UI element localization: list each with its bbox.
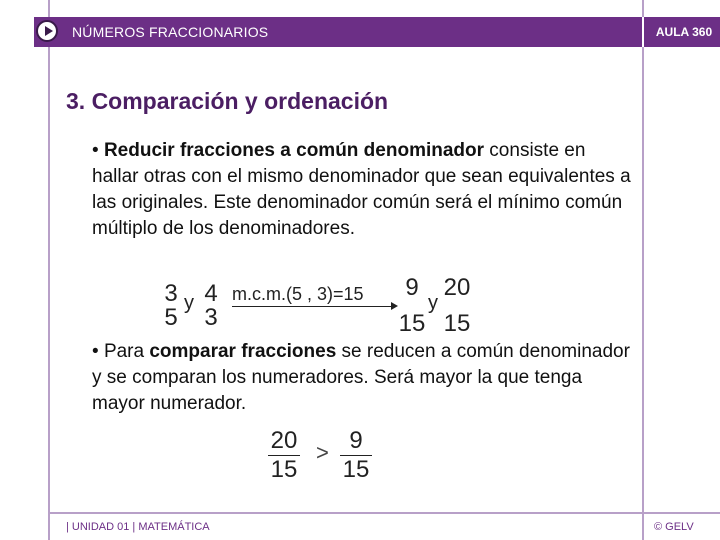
denominator: 15 <box>342 456 370 483</box>
paragraph-reduce-body: consiste en hallar otras con el mismo denominador que sean equivalentes a las originales. Este denominador común será el mínimo común múltiplo de los denominadores. <box>92 140 631 239</box>
paragraph-compare <box>92 339 632 417</box>
fraction-9-15 <box>340 429 372 482</box>
denominator: 3 <box>204 304 218 331</box>
header-title: NÚMEROS FRACCIONARIOS <box>72 24 269 40</box>
paragraph-compare-lead: comparar fracciones <box>149 341 337 362</box>
lcm-operation: m.c.m.(5 , 3)=15 <box>232 284 364 304</box>
denominator: 15 <box>398 310 426 337</box>
bullet: • <box>92 341 99 362</box>
footer-unit-label: | UNIDAD 01 | MATEMÁTICA <box>66 521 210 533</box>
footer-rule <box>48 512 720 514</box>
left-vertical-rule <box>48 0 50 540</box>
header-divider <box>642 17 644 47</box>
denominator: 15 <box>443 310 471 337</box>
right-vertical-rule <box>642 0 644 540</box>
denominator: 15 <box>270 456 298 483</box>
numerator: 3 <box>164 280 178 307</box>
fraction-20-15 <box>442 276 472 336</box>
right-arrow-icon <box>391 302 398 310</box>
paragraph-compare-body: se reducen a común denominador y se comparan los numeradores. Será mayor la que tenga mayor numerador. <box>92 341 630 414</box>
play-circle-icon[interactable] <box>36 20 58 42</box>
fraction-4-3 <box>202 282 220 330</box>
numerator: 9 <box>405 274 419 301</box>
section-title: 3. Comparación y ordenación <box>66 88 389 114</box>
numerator: 9 <box>349 427 363 454</box>
paragraph-reduce-lead: Reducir fracciones a común denominador <box>103 140 485 161</box>
fraction-9-15 <box>398 276 426 336</box>
numerator: 20 <box>270 427 298 454</box>
connector-y: y <box>184 292 194 314</box>
greater-than-symbol: > <box>316 440 329 465</box>
numerator: 4 <box>204 280 218 307</box>
fraction-3-5 <box>162 282 180 330</box>
paragraph-reduce <box>92 138 632 242</box>
fraction-20-15 <box>268 429 300 482</box>
bullet: • <box>92 140 99 161</box>
header-aula-label: AULA 360 <box>655 25 713 39</box>
paragraph-compare-pre: Para <box>103 341 150 362</box>
footer-copyright: © GELV <box>654 521 694 533</box>
connector-y: y <box>428 292 438 314</box>
arrow-shaft <box>232 306 392 307</box>
denominator: 5 <box>164 304 178 331</box>
numerator: 20 <box>443 274 471 301</box>
